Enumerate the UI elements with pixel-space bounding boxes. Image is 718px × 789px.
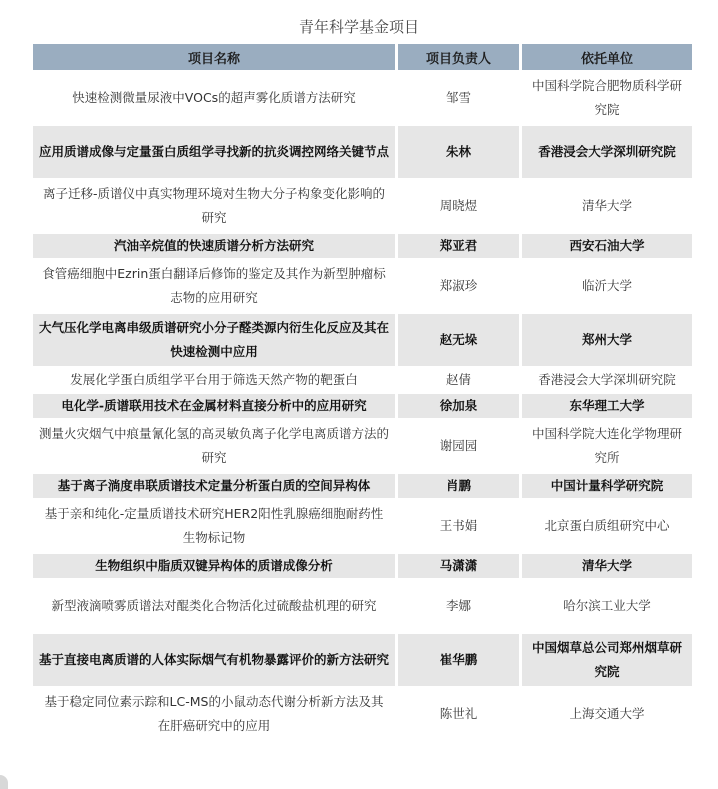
institution-cell: 中国科学院大连化学物理研究所 [522, 420, 692, 472]
institution-cell: 上海交通大学 [522, 688, 692, 740]
table-row [33, 554, 692, 578]
table-row [33, 314, 692, 366]
investigator-cell: 周晓煜 [398, 180, 519, 232]
institution-cell: 郑州大学 [522, 314, 692, 366]
table-row [33, 580, 692, 632]
table-row [33, 260, 692, 312]
institution-cell: 北京蛋白质组研究中心 [522, 500, 692, 552]
investigator-cell: 李娜 [398, 580, 519, 632]
table-row [33, 368, 692, 392]
investigator-cell: 赵无垛 [398, 314, 519, 366]
table-header-row [33, 44, 692, 70]
institution-cell: 香港浸会大学深圳研究院 [522, 368, 692, 392]
investigator-cell: 邹雪 [398, 72, 519, 124]
institution-cell: 哈尔滨工业大学 [522, 580, 692, 632]
investigator-cell: 郑淑珍 [398, 260, 519, 312]
project-name-cell: 应用质谱成像与定量蛋白质组学寻找新的抗炎调控网络关键节点 [33, 126, 395, 178]
table-row [33, 72, 692, 124]
table-row [33, 634, 692, 686]
project-name-cell: 基于稳定同位素示踪和LC-MS的小鼠动态代谢分析新方法及其在肝癌研究中的应用 [33, 688, 395, 740]
project-name-cell: 汽油辛烷值的快速质谱分析方法研究 [33, 234, 395, 258]
table-row [33, 688, 692, 740]
investigator-cell: 马潇潇 [398, 554, 519, 578]
project-name-cell: 测量火灾烟气中痕量氰化氢的高灵敏负离子化学电离质谱方法的研究 [33, 420, 395, 472]
institution-cell: 临沂大学 [522, 260, 692, 312]
investigator-cell: 谢园园 [398, 420, 519, 472]
investigator-cell: 王书娟 [398, 500, 519, 552]
project-name-cell: 基于直接电离质谱的人体实际烟气有机物暴露评价的新方法研究 [33, 634, 395, 686]
investigator-cell: 陈世礼 [398, 688, 519, 740]
institution-cell: 西安石油大学 [522, 234, 692, 258]
project-name-cell: 基于离子淌度串联质谱技术定量分析蛋白质的空间异构体 [33, 474, 395, 498]
institution-cell: 中国科学院合肥物质科学研究院 [522, 72, 692, 124]
institution-cell: 清华大学 [522, 180, 692, 232]
project-name-cell: 大气压化学电离串级质谱研究小分子醛类源内衍生化反应及其在快速检测中应用 [33, 314, 395, 366]
table-row [33, 420, 692, 472]
project-name-cell: 离子迁移-质谱仪中真实物理环境对生物大分子构象变化影响的研究 [33, 180, 395, 232]
table-row [33, 234, 692, 258]
corner-decoration [0, 775, 8, 789]
grants-table [30, 42, 695, 742]
project-name-cell: 发展化学蛋白质组学平台用于筛选天然产物的靶蛋白 [33, 368, 395, 392]
project-name-cell: 生物组织中脂质双键异构体的质谱成像分析 [33, 554, 395, 578]
investigator-cell: 赵倩 [398, 368, 519, 392]
table-row [33, 180, 692, 232]
table-row [33, 126, 692, 178]
table-row [33, 394, 692, 418]
column-header-principal-investigator: 项目负责人 [398, 44, 519, 70]
institution-cell: 香港浸会大学深圳研究院 [522, 126, 692, 178]
table-row [33, 474, 692, 498]
institution-cell: 中国计量科学研究院 [522, 474, 692, 498]
institution-cell: 东华理工大学 [522, 394, 692, 418]
investigator-cell: 崔华鹏 [398, 634, 519, 686]
project-name-cell: 快速检测微量尿液中VOCs的超声雾化质谱方法研究 [33, 72, 395, 124]
project-name-cell: 电化学-质谱联用技术在金属材料直接分析中的应用研究 [33, 394, 395, 418]
investigator-cell: 肖鹏 [398, 474, 519, 498]
project-name-cell: 食管癌细胞中Ezrin蛋白翻译后修饰的鉴定及其作为新型肿瘤标志物的应用研究 [33, 260, 395, 312]
project-name-cell: 基于亲和纯化-定量质谱技术研究HER2阳性乳腺癌细胞耐药性生物标记物 [33, 500, 395, 552]
investigator-cell: 郑亚君 [398, 234, 519, 258]
page-title: 青年科学基金项目 [298, 18, 419, 36]
institution-cell: 中国烟草总公司郑州烟草研究院 [522, 634, 692, 686]
investigator-cell: 朱林 [398, 126, 519, 178]
column-header-project-name: 项目名称 [33, 44, 395, 70]
project-name-cell: 新型液滴喷雾质谱法对醌类化合物活化过硫酸盐机理的研究 [33, 580, 395, 632]
institution-cell: 清华大学 [522, 554, 692, 578]
column-header-host-institution: 依托单位 [522, 44, 692, 70]
investigator-cell: 徐加泉 [398, 394, 519, 418]
table-row [33, 500, 692, 552]
